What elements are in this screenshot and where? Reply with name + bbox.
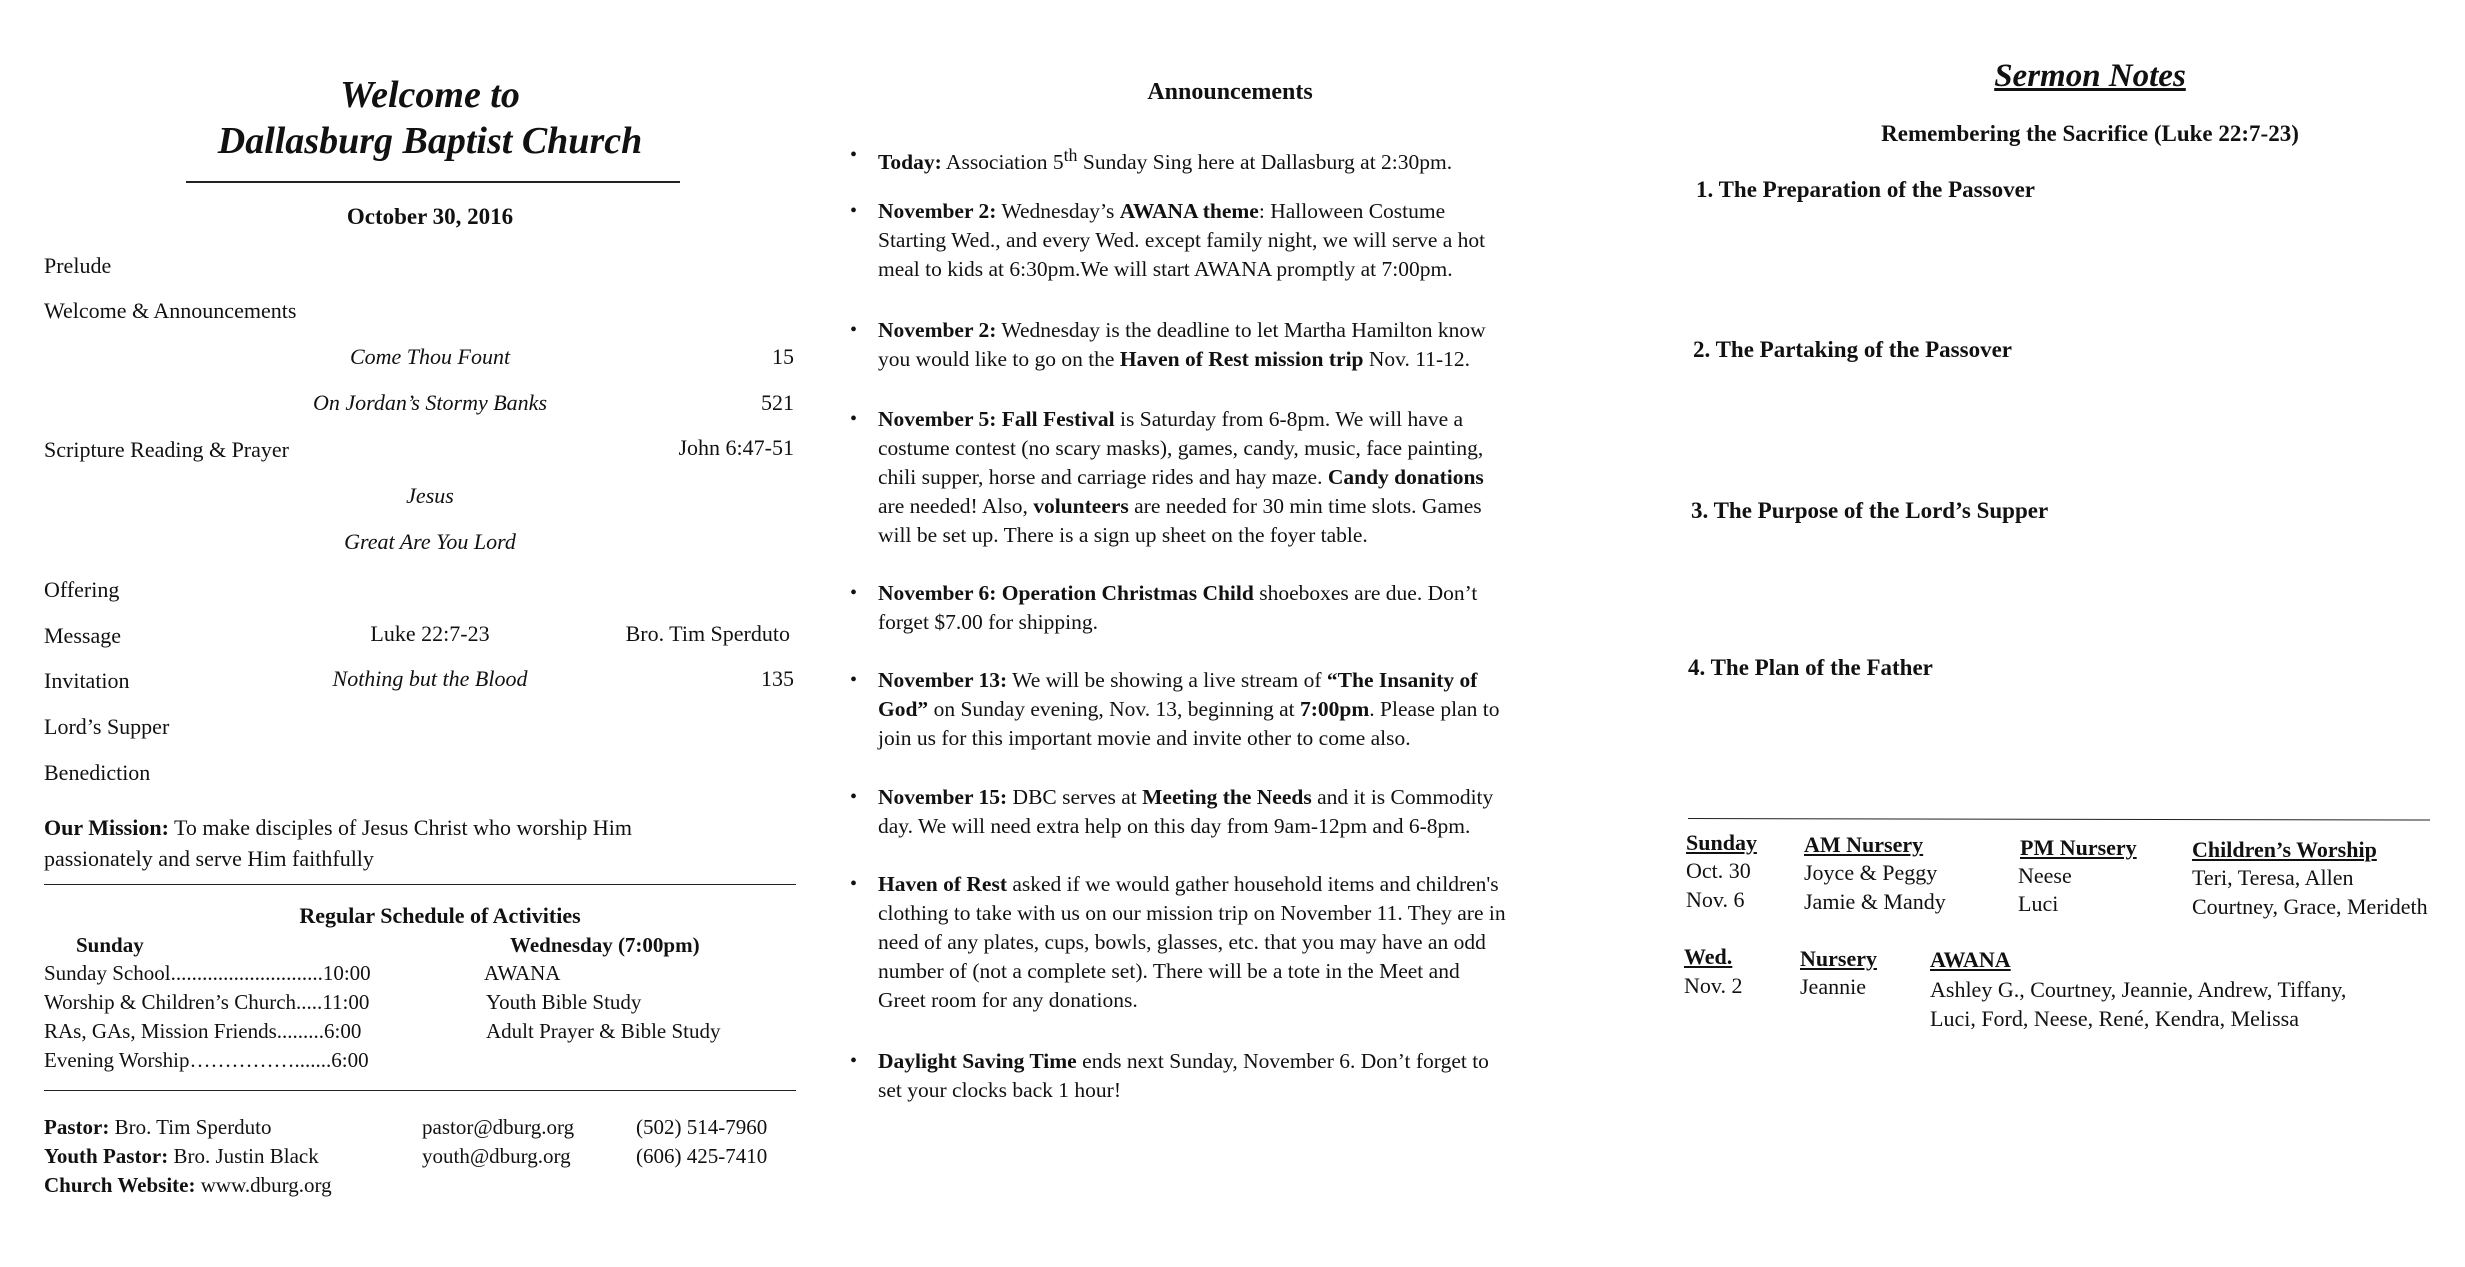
- title-divider: [186, 181, 680, 183]
- youth-pastor-name: Bro. Justin Black: [168, 1144, 319, 1168]
- sermon-subtitle: Remembering the Sacrifice (Luke 22:7-23): [1881, 121, 2299, 146]
- contacts-divider: [44, 1090, 796, 1091]
- welcome-title-line2: Dallasburg Baptist Church: [217, 120, 643, 162]
- announcement-item: November 2: Wednesday is the deadline to let Martha Hamilton know you would like to go on the Haven of Rest mission trip Nov. 11-12.: [878, 318, 1486, 371]
- invitation-song: Nothing but the Blood: [332, 666, 528, 691]
- mission-text-2: passionately and serve Him faithfully: [44, 846, 374, 871]
- welcome-title-line1: Welcome to: [340, 74, 520, 116]
- hymn-1-title: Come Thou Fount: [349, 344, 511, 369]
- sermon-point-4: 4. The Plan of the Father: [1688, 655, 1933, 680]
- nursery-sunday-header: Sunday: [1686, 830, 1757, 855]
- wed-header: Wed.: [1684, 944, 1733, 969]
- message-reference: Luke 22:7-23: [370, 621, 490, 646]
- sermon-point-1: 1. The Preparation of the Passover: [1696, 177, 2036, 202]
- awana-workers-line2: Luci, Ford, Neese, René, Kendra, Melissa: [1930, 1006, 2300, 1031]
- announcement-item: November 5: Fall Festival is Saturday from 6-8pm. We will have a costume contest (no scary masks), games, candy, music, face painting, chili supper, horse and carriage rides and hay maze. Candy donations are needed! Also, volunteers are needed for 30 min time slots. Games will be set up. There is a sign up sheet on the foyer table.: [878, 407, 1484, 547]
- schedule-title: Regular Schedule of Activities: [299, 903, 581, 928]
- youth-phone: (606) 425-7410: [636, 1144, 768, 1168]
- announcement-item: Daylight Saving Time ends next Sunday, November 6. Don’t forget to set your clocks back 1 hour!: [878, 1049, 1489, 1102]
- schedule-item: AWANA: [484, 961, 561, 985]
- bullet-icon: •: [850, 873, 858, 895]
- service-date: October 30, 2016: [346, 204, 514, 229]
- nursery-row-pm: Neese: [2018, 863, 2072, 888]
- church-website[interactable]: www.dburg.org: [195, 1173, 332, 1197]
- nursery-row-am: Joyce & Peggy: [1804, 860, 1938, 885]
- nursery-row-childrens: Courtney, Grace, Merideth: [2192, 894, 2428, 919]
- invitation-number: 135: [761, 666, 794, 691]
- pastor-name: Bro. Tim Sperduto: [109, 1115, 272, 1139]
- schedule-divider-top: [44, 884, 796, 885]
- schedule-item: Adult Prayer & Bible Study: [486, 1019, 721, 1043]
- mission-statement: [44, 812, 804, 874]
- nursery-am-header: AM Nursery: [1804, 832, 1924, 857]
- announcement-item: November 13: We will be showing a live stream of “The Insanity of God” on Sunday evening, Nov. 13, beginning at 7:00pm. Please plan to join us for this important movie and invite other to come also.: [878, 668, 1500, 750]
- nursery-row-childrens: Teri, Teresa, Allen: [2192, 865, 2354, 890]
- message-label: Message: [44, 623, 121, 648]
- bullet-icon: •: [850, 408, 858, 430]
- awana-workers-line1: Ashley G., Courtney, Jeannie, Andrew, Tiffany,: [1930, 977, 2347, 1002]
- wed-date: Nov. 2: [1684, 973, 1743, 998]
- wed-nursery-worker: Jeannie: [1800, 974, 1866, 999]
- bullet-icon: •: [850, 144, 858, 166]
- sermon-point-2: 2. The Partaking of the Passover: [1693, 337, 2013, 362]
- sermon-notes-title: Sermon Notes: [1994, 58, 2186, 94]
- schedule-item: RAs, GAs, Mission Friends.........6:00: [44, 1019, 362, 1043]
- nursery-divider: [1688, 818, 2430, 821]
- song-great-are-you-lord: Great Are You Lord: [344, 529, 516, 554]
- schedule-item: Youth Bible Study: [486, 990, 642, 1014]
- pastor-phone: (502) 514-7960: [636, 1115, 768, 1139]
- sunday-schedule-list: [44, 959, 371, 1075]
- prelude: Prelude: [44, 253, 112, 278]
- schedule-item: Worship & Children’s Church.....11:00: [44, 990, 370, 1014]
- scripture-reading: Scripture Reading & Prayer: [44, 437, 289, 462]
- bullet-icon: •: [850, 786, 858, 808]
- nursery-row-date: Oct. 30: [1686, 858, 1751, 883]
- message-speaker: Bro. Tim Sperduto: [625, 621, 790, 646]
- nursery-row-date: Nov. 6: [1686, 887, 1745, 912]
- announcement-item: Today: Association 5th Sunday Sing here at Dallasburg at 2:30pm.: [878, 145, 1453, 175]
- announcement-item: Haven of Rest asked if we would gather household items and children's clothing to take with us on our mission trip on November 11. They are in need of any plates, cups, bowls, glasses, etc. that you may have an odd number of (not a complete set). There will be a tote in the Meet and Greet room for any donations.: [878, 872, 1506, 1012]
- pastor-email[interactable]: pastor@dburg.org: [422, 1115, 575, 1139]
- bullet-icon: •: [850, 669, 858, 691]
- bullet-icon: •: [850, 200, 858, 222]
- nursery-row-pm: Luci: [2018, 891, 2059, 916]
- announcements-title: Announcements: [1147, 79, 1313, 105]
- nursery-pm-header: PM Nursery: [2020, 835, 2137, 860]
- hymn-2-number: 521: [761, 390, 794, 415]
- contacts-emails: [422, 1113, 574, 1171]
- wednesday-schedule-list: [484, 959, 721, 1046]
- announcement-item: November 15: DBC serves at Meeting the Needs and it is Commodity day. We will need extra help on this day from 9am-12pm and 6-8pm.: [878, 785, 1494, 838]
- announcement-item: November 2: Wednesday’s AWANA theme: Halloween Costume Starting Wed., and every Wed. except family night, we will serve a hot meal to kids at 6:30pm.We will start AWANA promptly at 7:00pm.: [878, 199, 1486, 281]
- wed-nursery-header: Nursery: [1800, 946, 1877, 971]
- bullet-icon: •: [850, 582, 858, 604]
- benediction: Benediction: [44, 760, 151, 785]
- invitation-label: Invitation: [44, 668, 130, 693]
- song-jesus: Jesus: [406, 483, 454, 508]
- schedule-wednesday-header: Wednesday (7:00pm): [510, 933, 700, 957]
- scripture-reference: John 6:47-51: [678, 435, 794, 460]
- awana-header: AWANA: [1930, 947, 2011, 972]
- contacts-phones: [636, 1113, 767, 1171]
- sermon-point-3: 3. The Purpose of the Lord’s Supper: [1691, 498, 2049, 523]
- bullet-icon: •: [850, 319, 858, 341]
- nursery-row-am: Jamie & Mandy: [1804, 889, 1946, 914]
- hymn-1-number: 15: [772, 344, 794, 369]
- schedule-sunday-header: Sunday: [76, 933, 144, 957]
- contacts-names: Pastor: Bro. Tim Sperduto Youth Pastor: Bro. Justin Black Church Website: www.dburg.org: [44, 1115, 332, 1197]
- bullet-icon: •: [850, 1050, 858, 1072]
- schedule-item: Evening Worship…………….......6:00: [44, 1048, 369, 1072]
- lords-supper: Lord’s Supper: [44, 714, 170, 739]
- offering: Offering: [44, 577, 120, 602]
- announcement-item: November 6: Operation Christmas Child shoeboxes are due. Don’t forget $7.00 for shipping.: [878, 581, 1478, 634]
- youth-email[interactable]: youth@dburg.org: [422, 1144, 571, 1168]
- welcome-announcements: Welcome & Announcements: [44, 298, 297, 323]
- childrens-worship-header: Children’s Worship: [2192, 837, 2377, 862]
- mission-text-1: To make disciples of Jesus Christ who worship Him: [168, 815, 632, 840]
- hymn-2-title: On Jordan’s Stormy Banks: [312, 390, 548, 415]
- schedule-item: Sunday School.............................10:00: [44, 961, 371, 985]
- mission-label: Our Mission:: [44, 815, 169, 840]
